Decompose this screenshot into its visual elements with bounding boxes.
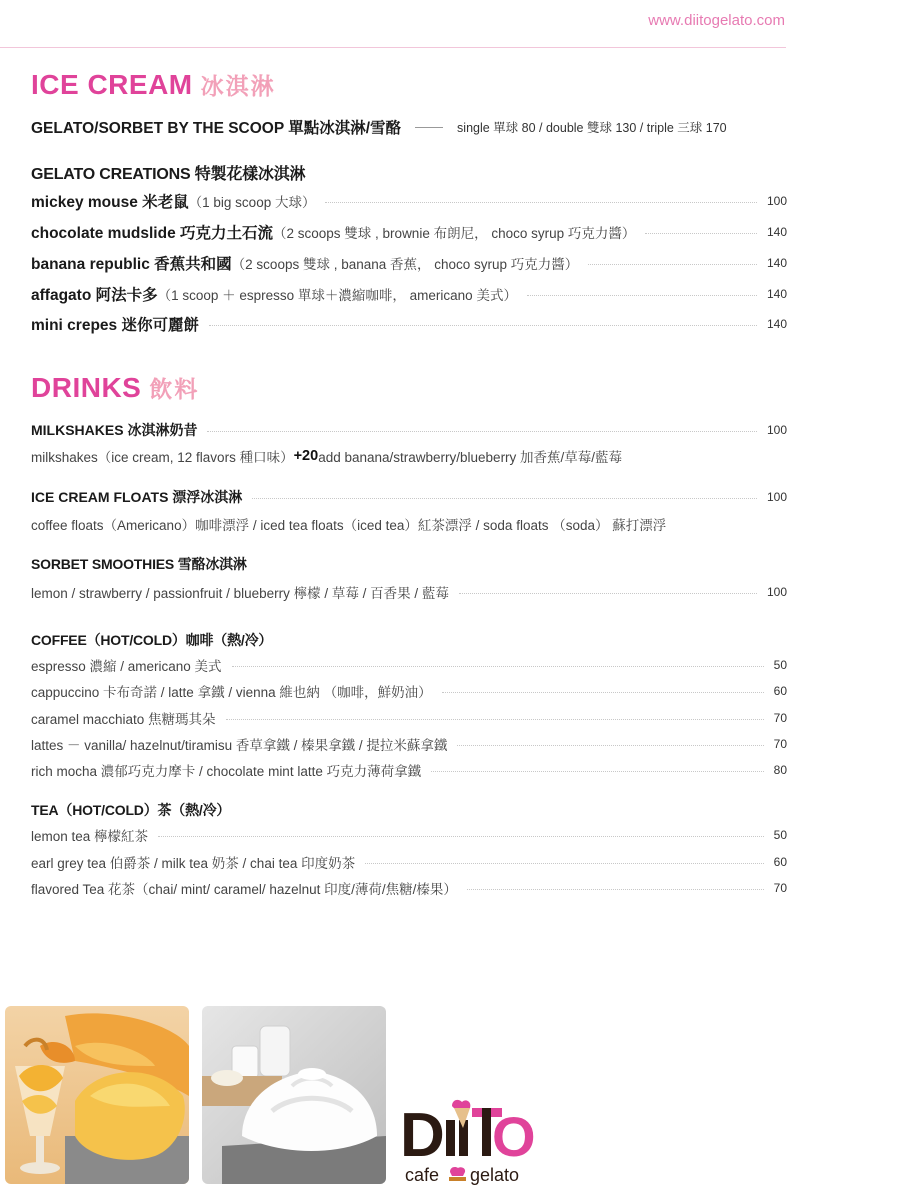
drinks-title-en: DRINKS <box>31 372 142 403</box>
floats-desc <box>31 514 787 534</box>
leader-dots <box>527 295 757 296</box>
tea-item <box>31 825 787 845</box>
tea-item-price: 60 <box>773 855 787 869</box>
leader-dots <box>645 233 757 234</box>
tea-heading: TEA（HOT/COLD）茶（熱/冷） <box>31 802 231 818</box>
coffee-item <box>31 681 787 701</box>
header-divider <box>0 47 786 48</box>
milkshakes-addon-text: add banana/strawberry/blueberry 加香蕉/草莓/藍莓 <box>318 450 623 465</box>
coffee-item-price: 50 <box>773 658 787 672</box>
milkshakes-desc-text: milkshakes（ice cream, 12 flavors 種口味） <box>31 450 294 465</box>
ice-cream-title-en: ICE CREAM <box>31 69 193 100</box>
menu-item <box>31 190 787 212</box>
menu-item <box>31 252 787 274</box>
menu-item <box>31 313 787 335</box>
leader-dots <box>158 836 764 837</box>
tea-item-name: earl grey tea 伯爵茶 / milk tea 奶茶 / chai tea 印度奶茶 <box>31 856 356 871</box>
coffee-item <box>31 734 787 754</box>
leader-dots <box>442 692 764 693</box>
tea-item-name: lemon tea 檸檬紅茶 <box>31 829 149 844</box>
leader-dots <box>459 593 757 594</box>
coffee-item-name: espresso 濃縮 / americano 美式 <box>31 659 222 674</box>
item-name: chocolate mudslide 巧克力土石流 <box>31 225 274 242</box>
scoop-prices: single 單球 80 / double 雙球 130 / triple 三球 170 <box>457 121 727 135</box>
item-desc: （1 scoop ＋ espresso 單球＋濃縮咖啡， americano 美式） <box>157 288 517 303</box>
svg-text:D: D <box>400 1101 441 1170</box>
coffee-item-price: 70 <box>773 737 787 751</box>
floats-price: 100 <box>766 490 787 504</box>
ice-cream-section-title <box>31 68 276 101</box>
item-desc: （1 big scoop 大球） <box>188 195 316 210</box>
item-price: 140 <box>766 287 787 301</box>
scoop-divider <box>415 127 443 128</box>
coffee-item <box>31 760 787 780</box>
leader-dots <box>209 325 757 326</box>
tea-item-price: 50 <box>773 828 787 842</box>
coffee-item-name: cappuccino 卡布奇諾 / latte 拿鐵 / vienna 維也納 （咖啡，鮮奶油） <box>31 685 432 700</box>
tea-item <box>31 852 787 872</box>
leader-dots <box>457 745 763 746</box>
leader-dots <box>232 666 764 667</box>
leader-dots <box>226 719 764 720</box>
item-price: 140 <box>766 317 787 331</box>
coffee-item-price: 80 <box>773 763 787 777</box>
item-name: affagato 阿法卡多 <box>31 287 158 304</box>
gelato-photo-mango <box>5 1006 189 1184</box>
leader-dots <box>365 863 764 864</box>
smoothies-heading: SORBET SMOOTHIES 雪酪冰淇淋 <box>31 556 247 572</box>
svg-text:cafe: cafe <box>405 1165 440 1185</box>
smoothies-row <box>31 582 787 602</box>
coffee-item-price: 60 <box>773 684 787 698</box>
item-price: 140 <box>766 225 787 239</box>
leader-dots <box>467 889 764 890</box>
svg-text:gelato: gelato <box>470 1165 520 1185</box>
scoop-row <box>31 116 787 138</box>
menu-item <box>31 283 787 305</box>
website-url[interactable]: www.diitogelato.com <box>648 12 785 29</box>
item-price: 140 <box>766 256 787 270</box>
item-desc: （2 scoops 雙球 , banana 香蕉， choco syrup 巧克力醬） <box>231 257 579 272</box>
coffee-heading: COFFEE（HOT/COLD）咖啡（熱/冷） <box>31 632 273 648</box>
item-desc: （2 scoops 雙球 , brownie 布朗尼， choco syrup 巧克力醬） <box>273 226 636 241</box>
milkshakes-price: 100 <box>766 423 787 437</box>
drinks-title-zh: 飲料 <box>149 376 200 402</box>
scoop-label: GELATO/SORBET BY THE SCOOP 單點冰淇淋/雪酪 <box>31 120 402 137</box>
leader-dots <box>431 771 764 772</box>
diito-logo <box>400 1098 540 1188</box>
milkshakes-heading: MILKSHAKES 冰淇淋奶昔 <box>31 422 198 438</box>
leader-dots <box>588 264 757 265</box>
item-price: 100 <box>766 194 787 208</box>
milkshakes-addon-price: +20 <box>293 448 319 464</box>
coffee-item-name: rich mocha 濃郁巧克力摩卡 / chocolate mint latte 巧克力薄荷拿鐵 <box>31 764 422 779</box>
menu-item <box>31 221 787 243</box>
floats-desc-text: coffee floats（Americano）咖啡漂浮 / iced tea floats（iced tea）紅茶漂浮 / soda floats （soda） 蘇打漂浮 <box>31 518 667 533</box>
smoothies-price: 100 <box>766 585 787 599</box>
milkshakes-heading-row <box>31 420 787 440</box>
tea-item <box>31 878 787 898</box>
item-name: mini crepes 迷你可麗餅 <box>31 317 199 334</box>
leader-dots <box>252 498 757 499</box>
smoothies-desc: lemon / strawberry / passionfruit / blueberry 檸檬 / 草莓 / 百香果 / 藍莓 <box>31 586 449 601</box>
coffee-item-price: 70 <box>773 711 787 725</box>
tea-item-name: flavored Tea 花茶（chai/ mint/ caramel/ hazelnut 印度/薄荷/焦糖/榛果） <box>31 882 457 897</box>
item-name: mickey mouse 米老鼠 <box>31 194 189 211</box>
gelato-photo-vanilla <box>202 1006 386 1184</box>
leader-dots <box>325 202 757 203</box>
svg-text:O: O <box>492 1105 536 1168</box>
floats-heading-row <box>31 487 787 507</box>
coffee-item-name: caramel macchiato 焦糖瑪其朵 <box>31 712 216 727</box>
coffee-item <box>31 655 787 675</box>
leader-dots <box>207 431 757 432</box>
tea-item-price: 70 <box>773 881 787 895</box>
milkshakes-desc <box>31 446 787 466</box>
ice-cream-title-zh: 冰淇淋 <box>200 73 276 99</box>
drinks-section-title <box>31 371 199 404</box>
coffee-item <box>31 708 787 728</box>
creations-heading: GELATO CREATIONS 特製花樣冰淇淋 <box>31 166 306 183</box>
floats-heading: ICE CREAM FLOATS 漂浮冰淇淋 <box>31 489 243 505</box>
coffee-item-name: lattes － vanilla/ hazelnut/tiramisu 香草拿鐵 / 榛果拿鐵 / 提拉米蘇拿鐵 <box>31 738 448 753</box>
item-name: banana republic 香蕉共和國 <box>31 256 232 273</box>
